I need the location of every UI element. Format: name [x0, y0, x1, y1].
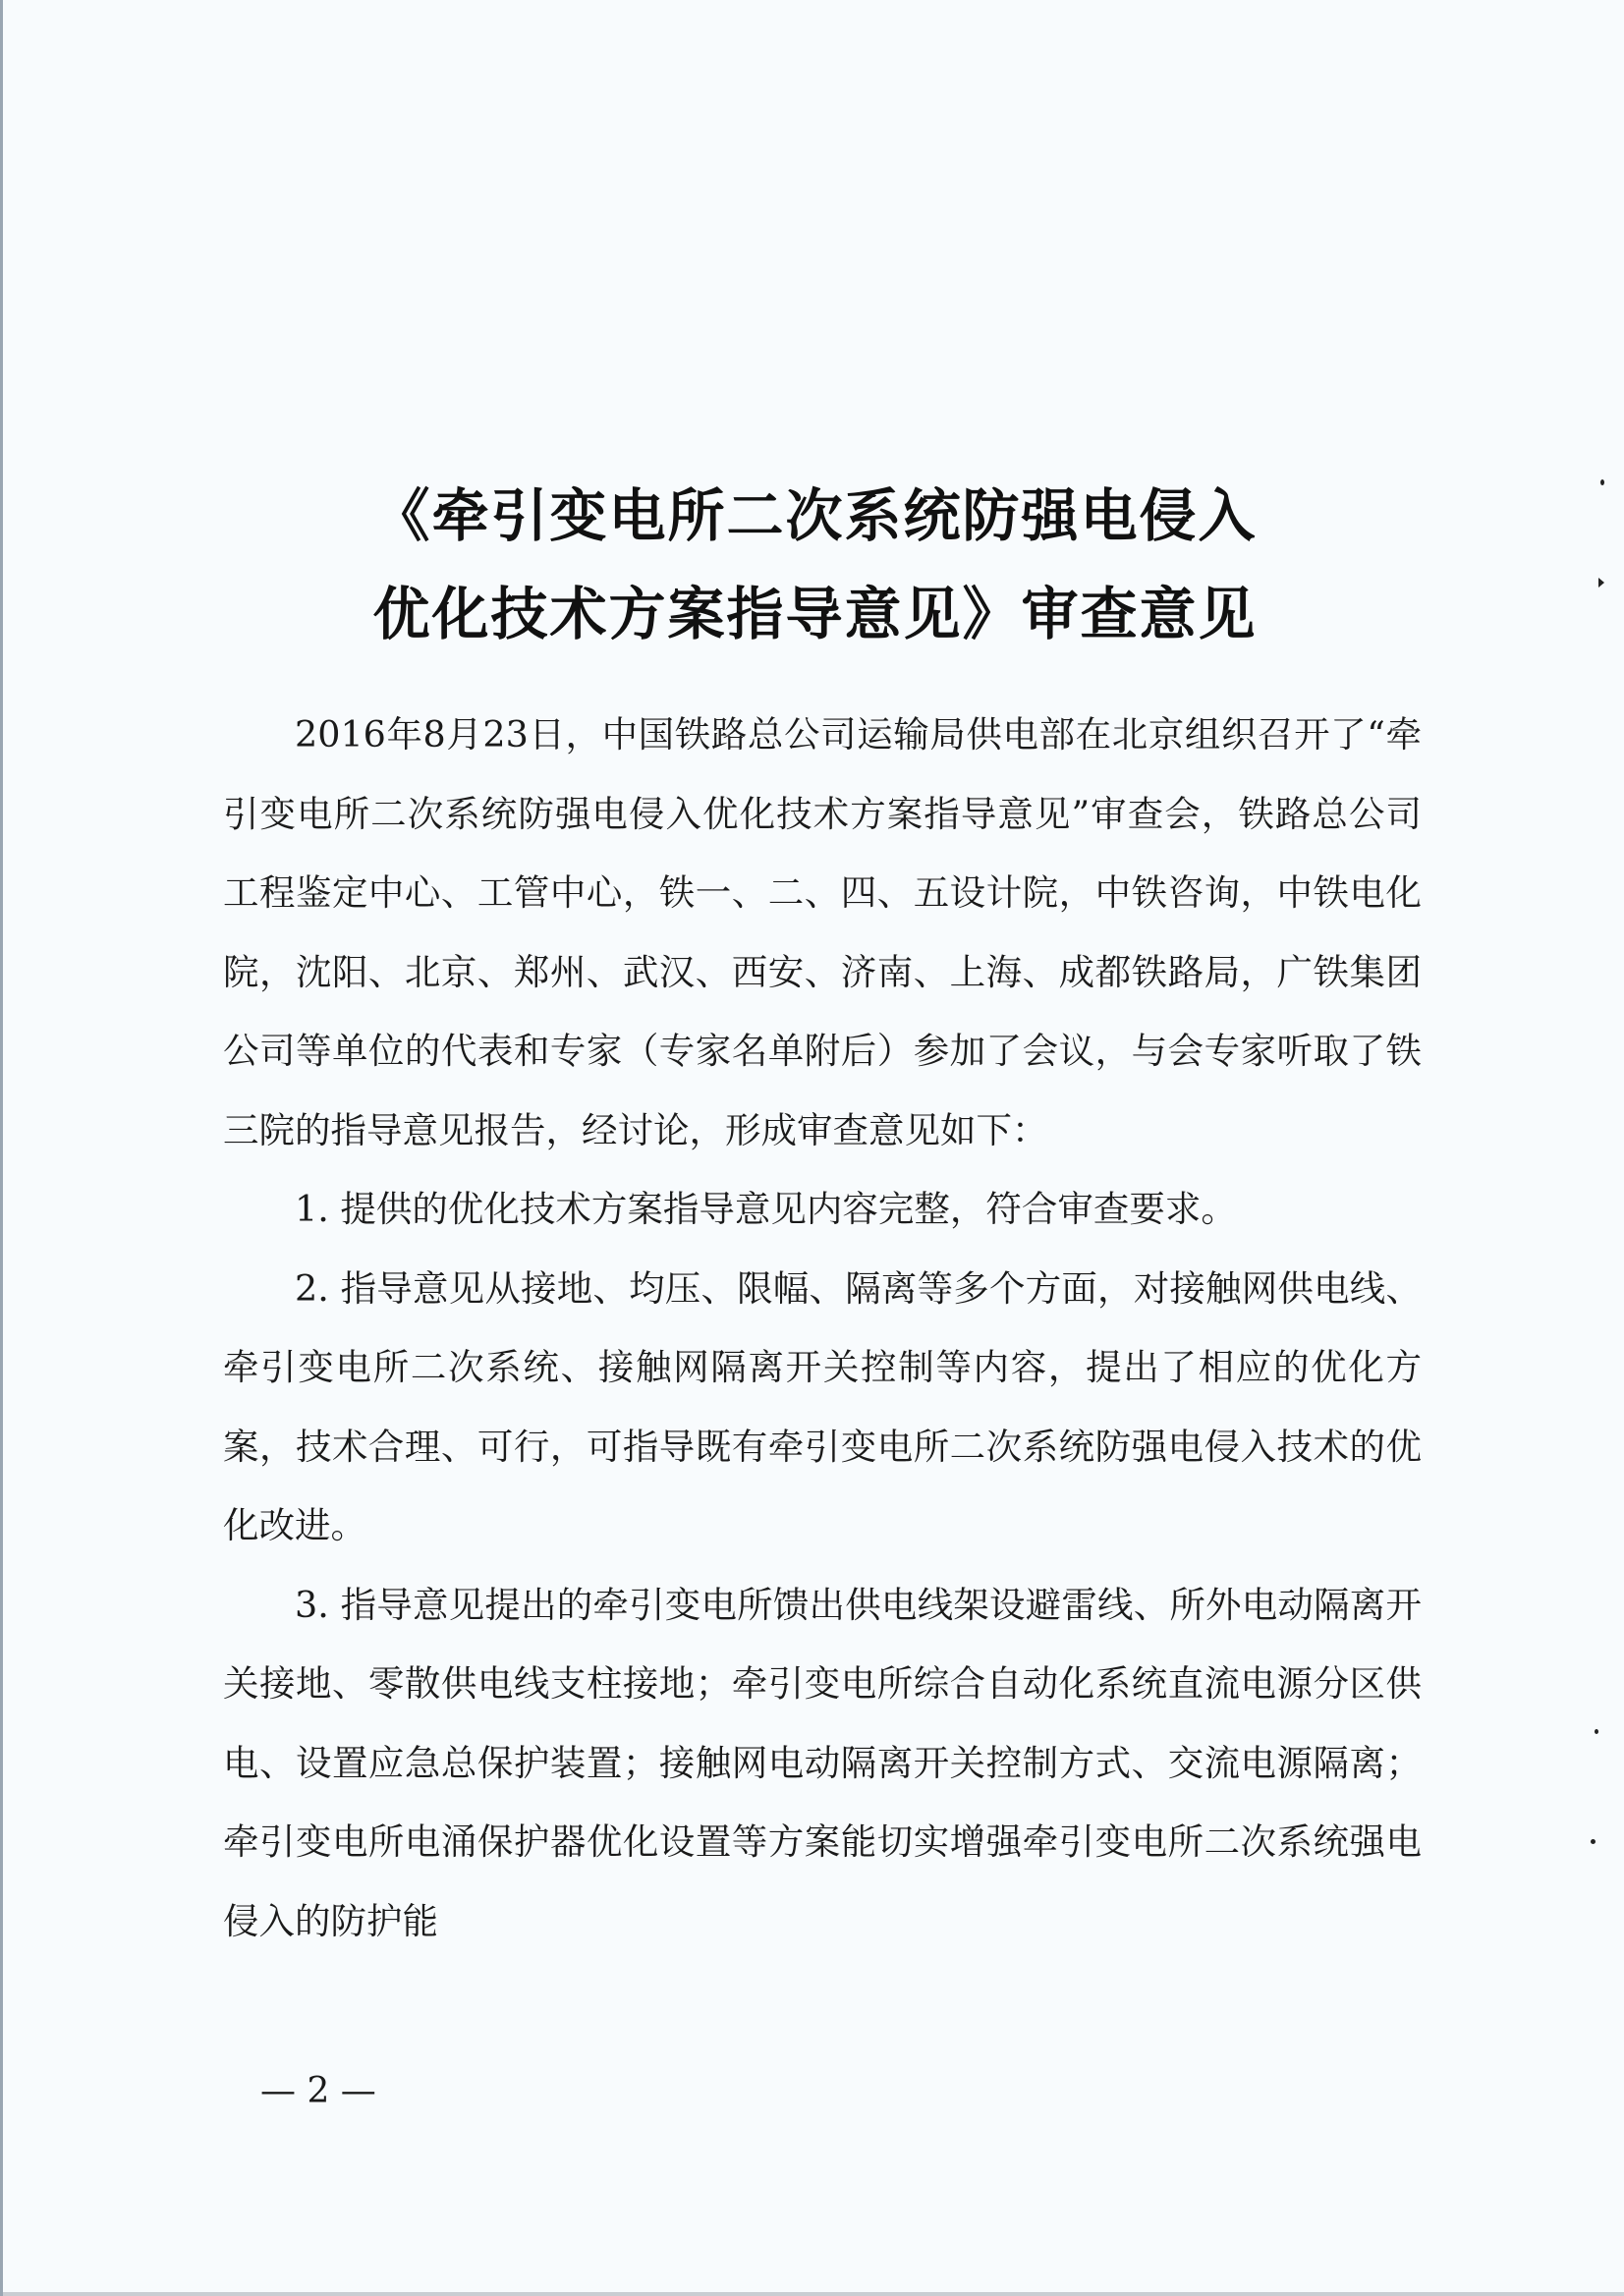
document-body	[223, 696, 1422, 1961]
page-number: — 2 —	[260, 2071, 376, 2111]
scan-speck	[1595, 1729, 1598, 1734]
paragraph-intro: 2016年8月23日，中国铁路总公司运输局供电部在北京组织召开了“牵引变电所二次系统防强电侵入优化技术方案指导意见”审查会，铁路总公司工程鉴定中心、工管中心，铁一、二、四、五设计院，中铁咨询，中铁电化院，沈阳、北京、郑州、武汉、西安、济南、上海、成都铁路局，广铁集团公司等单位的代表和专家（专家名单附后）参加了会议，与会专家听取了铁三院的指导意见报告，经讨论，形成审查意见如下：	[223, 713, 1422, 1151]
paragraph-item-2: 2. 指导意见从接地、均压、限幅、隔离等多个方面，对接触网供电线、牵引变电所二次系统、接触网隔离开关控制等内容，提出了相应的优化方案，技术合理、可行，可指导既有牵引变电所二次系统防强电侵入技术的优化改进。	[223, 1266, 1422, 1546]
paragraph-item-1: 1. 提供的优化技术方案指导意见内容完整，符合审查要求。	[295, 1188, 1237, 1230]
scan-speck	[1600, 479, 1604, 485]
page-bottom-edge	[3, 2292, 1624, 2296]
scan-speck	[1591, 1839, 1596, 1844]
paragraph-item-3: 3. 指导意见提出的牵引变电所馈出供电线架设避雷线、所外电动隔离开关接地、零散供电线支柱接地；牵引变电所综合自动化系统直流电源分区供电、设置应急总保护装置；接触网电动隔离开关控制方式、交流电源隔离；牵引变电所电涌保护器优化设置等方案能切实增强牵引变电所二次系统强电侵入的防护能	[223, 1583, 1422, 1942]
document-title-line-1: 《牵引变电所二次系统防强电侵入	[372, 482, 1258, 549]
document-title-line-2: 优化技术方案指导意见》审查意见	[372, 581, 1258, 647]
